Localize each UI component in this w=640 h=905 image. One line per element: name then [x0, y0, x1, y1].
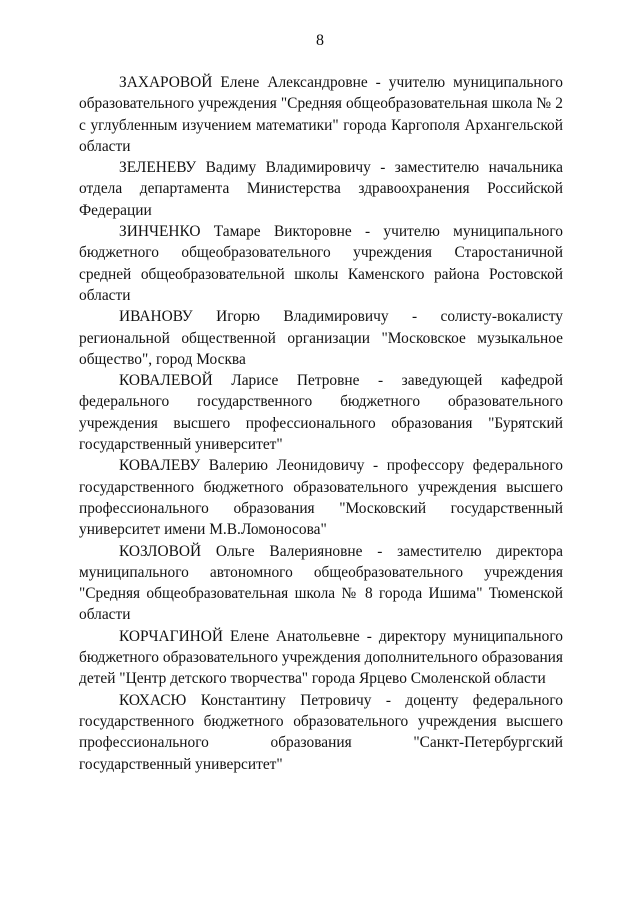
- award-entry-kozlova: КОЗЛОВОЙ Ольге Валерияновне - заместителю директора муниципального автономного общеобразовательного учреждения "Средняя общеобразовательная школа № 8 города Ишима" Тюменской области: [79, 542, 563, 624]
- award-entry-korchagina: КОРЧАГИНОЙ Елене Анатольевне - директору муниципального бюджетного образовательного учреждения дополнительного образования детей "Центр детского творчества" города Ярцево Смоленской области: [79, 627, 563, 688]
- page-number: 8: [316, 32, 324, 49]
- award-list: [79, 72, 563, 775]
- award-entry-ivanov: ИВАНОВУ Игорю Владимировичу - солисту-вокалисту региональной общественной организации "Московское музыкальное общество", город Москва: [79, 308, 563, 368]
- award-entry-zinchenko: ЗИНЧЕНКО Тамаре Викторовне - учителю муниципального бюджетного общеобразовательного учреждения Старостаничной средней общеобразовательной школы Каменского района Ростовской области: [79, 223, 563, 304]
- award-entry-kovalev: КОВАЛЕВУ Валерию Леонидовичу - профессору федерального государственного бюджетного образовательного учреждения высшего профессионального образования "Московский государственный университет имени М.В.Ломоносова": [79, 457, 563, 539]
- award-entry-zakharova: ЗАХАРОВОЙ Елене Александровне - учителю муниципального образовательного учреждения "Средняя общеобразовательная школа № 2 с углубленным изучением математики" города Каргополя Архангельской области: [79, 74, 563, 155]
- award-entry-zelenev: ЗЕЛЕНЕВУ Вадиму Владимировичу - заместителю начальника отдела департамента Министерства здравоохранения Российской Федерации: [79, 159, 563, 219]
- award-entry-kovaleva: КОВАЛЕВОЙ Ларисе Петровне - заведующей кафедрой федерального государственного бюджетного образовательного учреждения высшего профессионального образования "Бурятский государственный университет": [79, 372, 563, 454]
- award-entry-kokhasyu: КОХАСЮ Константину Петровичу - доценту федерального государственного бюджетного образовательного учреждения высшего профессионального образования "Санкт-Петербургский государственный университет": [79, 691, 563, 773]
